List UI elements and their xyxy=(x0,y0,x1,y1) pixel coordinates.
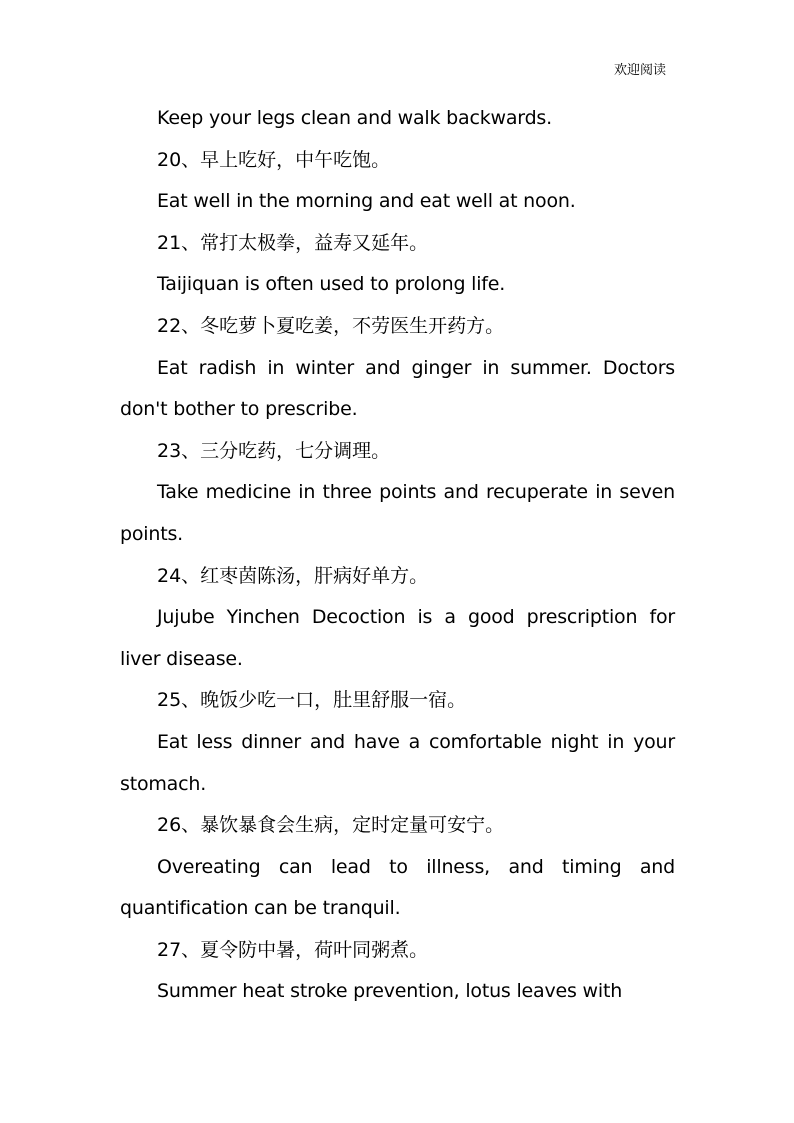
paragraph-chinese: 25、晚饭少吃一口，肚里舒服一宿。 xyxy=(157,689,467,712)
paragraph-chinese: 27、夏令防中暑，荷叶同粥煮。 xyxy=(157,938,429,961)
paragraph-english: Eat well in the morning and eat well at noon. xyxy=(157,190,576,213)
paragraph-english: Summer heat stroke prevention, lotus leaves with xyxy=(157,980,623,1003)
paragraph-chinese: 20、早上吃好，中午吃饱。 xyxy=(157,148,391,171)
paragraph-chinese: 22、冬吃萝卜夏吃姜，不劳医生开药方。 xyxy=(157,314,505,337)
paragraph-english: Eat less dinner and have a comfortable night in your stomach. xyxy=(120,730,675,795)
paragraph-english: Jujube Yinchen Decoction is a good prescription for liver disease. xyxy=(120,606,675,670)
paragraph-chinese: 21、常打太极拳，益寿又延年。 xyxy=(157,231,429,254)
paragraph-english: Overeating can lead to illness, and timing and quantification can be tranquil. xyxy=(120,855,675,920)
paragraph-chinese: 26、暴饮暴食会生病，定时定量可安宁。 xyxy=(157,814,505,837)
paragraph-chinese: 23、三分吃药，七分调理。 xyxy=(157,439,391,462)
page-header: 欢迎阅读 xyxy=(613,63,666,78)
document-body xyxy=(120,98,675,1013)
paragraph-english: Eat radish in winter and ginger in summer. Doctors don't bother to prescribe. xyxy=(120,356,675,421)
paragraph-chinese: 24、红枣茵陈汤，肝病好单方。 xyxy=(157,564,429,587)
paragraph-english: Take medicine in three points and recuperate in seven points. xyxy=(120,481,675,545)
paragraph-english: Keep your legs clean and walk backwards. xyxy=(157,107,552,129)
paragraph-english: Taijiquan is often used to prolong life. xyxy=(157,273,506,296)
